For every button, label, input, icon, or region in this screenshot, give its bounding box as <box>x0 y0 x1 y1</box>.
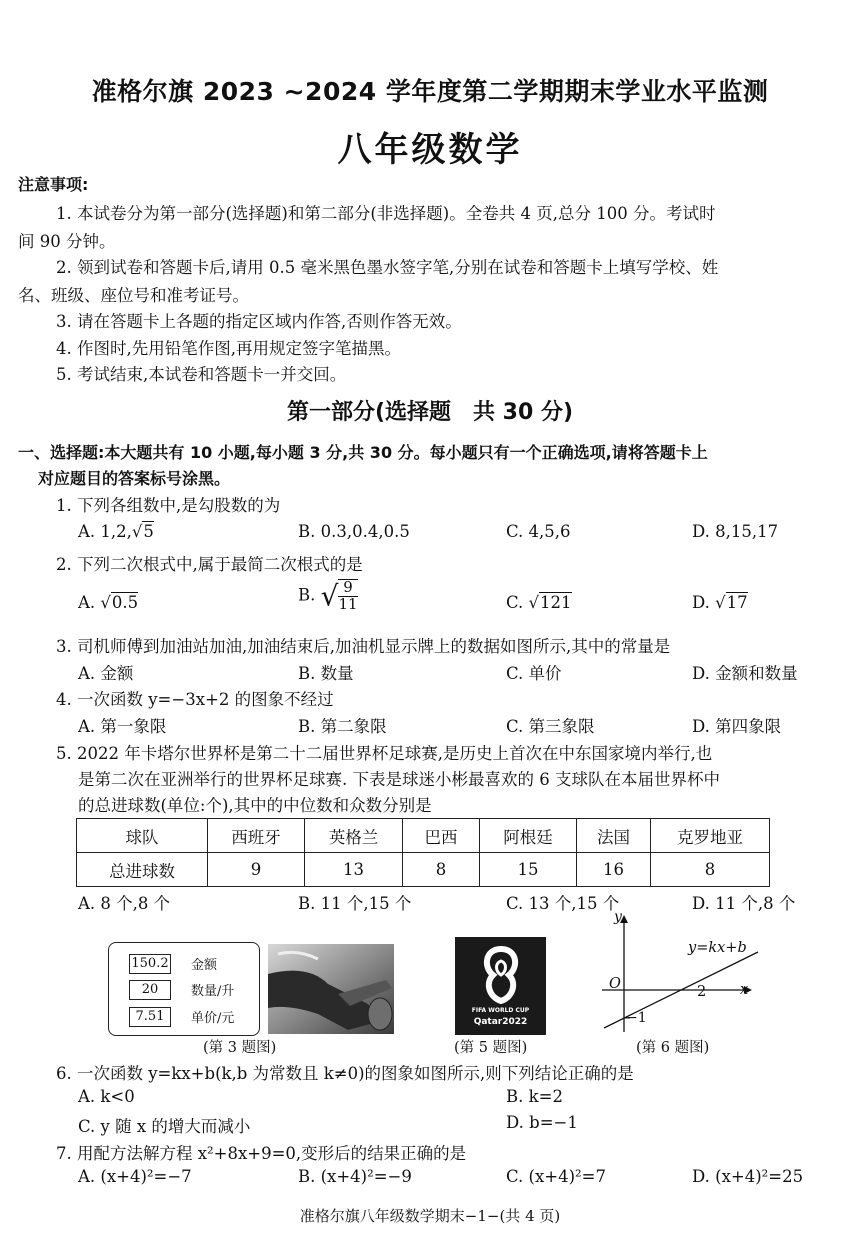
amount-value: 150.2 <box>129 954 171 974</box>
q5-option-d: D. 11 个,8 个 <box>692 894 796 913</box>
q4-option-b: B. 第二象限 <box>298 717 387 736</box>
exam-subject: 八年级数学 <box>337 130 523 170</box>
q4-option-a: A. 第一象限 <box>78 717 167 736</box>
fig5-caption: (第 5 题图) <box>454 1040 528 1056</box>
fifa-logo-line1: FIFA WORLD CUP <box>471 1007 530 1014</box>
fig6-y-intercept: −1 <box>626 1010 647 1026</box>
notes-heading: 注意事项: <box>18 175 89 194</box>
q5-option-a: A. 8 个,8 个 <box>78 894 171 913</box>
q3-option-b: B. 数量 <box>298 664 354 683</box>
fig6-y-label: y <box>614 909 622 925</box>
table-cell: 8 <box>403 853 480 887</box>
q3-stem: 3. 司机师傅到加油站加油,加油结束后,加油机显示牌上的数据如图所示,其中的常量是 <box>56 637 671 656</box>
section-intro-cont: 对应题目的答案标号涂黑。 <box>38 469 231 488</box>
q2-stem: 2. 下列二次根式中,属于最简二次根式的是 <box>56 555 363 574</box>
table-cell: 8 <box>651 853 770 887</box>
q3-option-a: A. 金额 <box>78 664 134 683</box>
world-cup-emblem-icon <box>455 941 546 1007</box>
q7-option-a: A. (x+4)²=−7 <box>78 1167 192 1186</box>
note-2: 2. 领到试卷和答题卡后,请用 0.5 毫米黑色墨水签字笔,分别在试卷和答题卡上填写学校、姓 <box>56 258 719 277</box>
table-header-cell: 克罗地亚 <box>651 819 770 853</box>
table-cell: 15 <box>480 853 577 887</box>
amount-label: 金额 <box>191 958 218 973</box>
q4-option-d: D. 第四象限 <box>692 717 782 736</box>
note-4: 4. 作图时,先用铅笔作图,再用规定签字笔描黑。 <box>56 339 401 358</box>
table-header-cell: 阿根廷 <box>480 819 577 853</box>
q1-option-c: C. 4,5,6 <box>506 522 571 541</box>
q5-stem-cont2: 的总进球数(单位:个),其中的中位数和众数分别是 <box>78 796 432 815</box>
q7-option-b: B. (x+4)²=−9 <box>298 1167 412 1186</box>
table-header-cell: 西班牙 <box>208 819 305 853</box>
table-cell: 16 <box>577 853 651 887</box>
table-header-cell: 巴西 <box>403 819 480 853</box>
fig6-x-label: x <box>740 982 749 998</box>
fig6-x-intercept: 2 <box>697 984 707 1000</box>
note-3: 3. 请在答题卡上各题的指定区域内作答,否则作答无效。 <box>56 312 462 331</box>
quantity-label: 数量/升 <box>191 984 235 999</box>
table-cell: 9 <box>208 853 305 887</box>
q6-option-b: B. k=2 <box>506 1087 563 1106</box>
fig3-caption: (第 3 题图) <box>203 1040 277 1056</box>
table-header-cell: 球队 <box>77 819 208 853</box>
section-intro: 一、选择题:本大题共有 10 小题,每小题 3 分,共 30 分。每小题只有一个正确选项,请将答题卡上 <box>18 443 708 462</box>
q5-stem-cont1: 是第二次在亚洲举行的世界杯足球赛. 下表是球迷小彬最喜欢的 6 支球队在本届世界杯中 <box>78 770 720 789</box>
fig6-equation: y=kx+b <box>688 940 747 956</box>
note-1-cont: 间 90 分钟。 <box>18 232 116 251</box>
q5-stem: 5. 2022 年卡塔尔世界杯是第二十二届世界杯足球赛,是历史上首次在中东国家境内举行,也 <box>56 744 713 763</box>
fig6-caption: (第 6 题图) <box>636 1040 710 1056</box>
q7-option-c: C. (x+4)²=7 <box>506 1167 606 1186</box>
page-footer: 准格尔旗八年级数学期末−1−(共 4 页) <box>299 1207 561 1225</box>
q3-option-d: D. 金额和数量 <box>692 664 798 683</box>
q3-option-c: C. 单价 <box>506 664 562 683</box>
table-header-cell: 英格兰 <box>305 819 403 853</box>
note-2-cont: 名、班级、座位号和准考证号。 <box>18 286 249 305</box>
linear-function-graph <box>598 910 763 1036</box>
q6-option-a: A. k<0 <box>78 1087 135 1106</box>
note-1: 1. 本试卷分为第一部分(选择题)和第二部分(非选择题)。全卷共 4 页,总分 100 分。考试时 <box>56 204 716 223</box>
q4-stem: 4. 一次函数 y=−3x+2 的图象不经过 <box>56 690 334 709</box>
q1-option-d: D. 8,15,17 <box>692 522 779 541</box>
table-cell: 13 <box>305 853 403 887</box>
q7-option-d: D. (x+4)²=25 <box>692 1167 804 1186</box>
q2-option-b: B. √ $\frac{9}{11}$ <box>298 578 358 613</box>
q2-option-d: D. √17 <box>692 593 748 612</box>
q2-option-c: C. √121 <box>506 593 572 612</box>
fifa-logo <box>455 937 546 1035</box>
q4-option-c: C. 第三象限 <box>506 717 595 736</box>
note-5: 5. 考试结束,本试卷和答题卡一并交回。 <box>56 365 347 384</box>
pump-display <box>108 942 260 1036</box>
section-title: 第一部分(选择题 共 30 分) <box>286 400 574 425</box>
q1-stem: 1. 下列各组数中,是勾股数的为 <box>56 496 281 515</box>
table-header-row <box>77 819 770 853</box>
q6-stem: 6. 一次函数 y=kx+b(k,b 为常数且 k≠0)的图象如图所示,则下列结论正确的是 <box>56 1064 634 1083</box>
exam-title: 准格尔旗 2023 ~2024 学年度第二学期期末学业水平监测 <box>91 77 769 106</box>
price-label: 单价/元 <box>191 1011 235 1026</box>
price-value: 7.51 <box>129 1007 171 1027</box>
table-row <box>77 853 770 887</box>
q1-option-a: A. 1,2,√5 <box>78 522 154 541</box>
q1-option-b: B. 0.3,0.4,0.5 <box>298 522 410 541</box>
fuel-nozzle-photo <box>268 944 394 1034</box>
table-cell: 总进球数 <box>77 853 208 887</box>
q6-option-d: D. b=−1 <box>506 1113 578 1132</box>
q2-option-a: A. √0.5 <box>78 593 139 612</box>
q5-option-c: C. 13 个,15 个 <box>506 894 620 913</box>
q7-stem: 7. 用配方法解方程 x²+8x+9=0,变形后的结果正确的是 <box>56 1144 467 1163</box>
fig6-origin: O <box>609 976 621 992</box>
q5-option-b: B. 11 个,15 个 <box>298 894 412 913</box>
quantity-value: 20 <box>129 980 171 1000</box>
q6-option-c: C. y 随 x 的增大而减小 <box>78 1117 251 1136</box>
fifa-logo-line2: Qatar2022 <box>473 1017 528 1027</box>
table-header-cell: 法国 <box>577 819 651 853</box>
goals-table <box>76 818 770 887</box>
